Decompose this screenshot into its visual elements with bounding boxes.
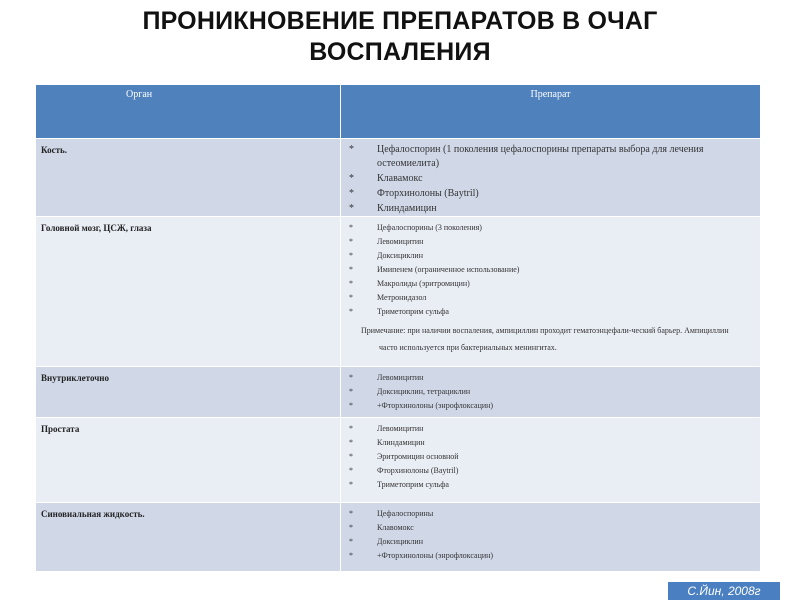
drug-cell	[341, 367, 761, 418]
list-item: * Имипенем (ограниченное использование)	[349, 265, 520, 274]
list-item: * Клавомокс	[349, 523, 414, 532]
list-item: * Цефалоспорины	[349, 509, 434, 518]
table-header-row	[36, 85, 761, 139]
author-badge: С.Йин, 2008г	[668, 582, 780, 600]
drug-cell	[341, 217, 761, 367]
note-text	[345, 319, 752, 356]
list-item: * Клавамокс	[349, 173, 423, 184]
table-row	[36, 217, 761, 367]
table-row	[36, 139, 761, 217]
note-line-2: часто используется при бактериальных менингитах.	[379, 343, 557, 352]
table-row	[36, 503, 761, 572]
list-item: * Доксициклин	[349, 537, 423, 546]
drug-cell	[341, 139, 761, 217]
organ-cell: Внутриклеточно	[36, 367, 341, 418]
drug-list	[345, 221, 752, 319]
drug-list	[345, 143, 752, 216]
list-item: * Левомицитин	[349, 424, 424, 433]
list-item: * Доксициклин, тетрациклин	[349, 387, 471, 396]
drug-list	[345, 371, 752, 413]
table-row	[36, 367, 761, 418]
list-item: * Цефалоспорины (3 поколения)	[349, 223, 482, 232]
list-item: * Клиндамицин	[349, 438, 425, 447]
list-item: * Макролиды (эритромицин)	[349, 279, 470, 288]
organ-cell: Простата	[36, 418, 341, 503]
list-item: * Фторхинолоны (Baytril)	[349, 466, 459, 475]
list-item: * Фторхинолоны (Baytril)	[349, 188, 479, 199]
list-item: * Метронидазол	[349, 293, 427, 302]
list-item: * Левомицитин	[349, 373, 424, 382]
list-item: * Клиндамицин	[349, 203, 437, 214]
list-item: * Триметоприм сульфа	[349, 307, 449, 316]
title-line-2: ВОСПАЛЕНИЯ	[309, 38, 491, 66]
drug-cell	[341, 503, 761, 572]
table-row	[36, 418, 761, 503]
list-item: * Левомицитин	[349, 237, 424, 246]
organ-cell: Головной мозг, ЦСЖ, глаза	[36, 217, 341, 367]
title-line-1: ПРОНИКНОВЕНИЕ ПРЕПАРАТОВ В ОЧАГ	[142, 7, 658, 35]
list-item: * Эритромицин основной	[349, 452, 459, 461]
drug-list	[345, 422, 752, 492]
organ-cell: Синовиальная жидкость.	[36, 503, 341, 572]
list-item: * +Фторхинолоны (энрофлоксацин)	[349, 401, 494, 410]
note-line-1: Примечание: при наличии воспаления, ампициллин проходит гематоэнцефали-ческий барьер. Ампициллин	[361, 326, 729, 335]
drug-list	[345, 507, 752, 563]
drug-penetration-table	[35, 84, 761, 572]
list-item: * Цефалоспорин (1 поколения цефалоспорины препараты выбора для лечения остеомиелита)	[349, 144, 704, 169]
organ-cell: Кость.	[36, 139, 341, 217]
list-item: * Доксициклин	[349, 251, 423, 260]
header-organ: Орган	[36, 85, 341, 139]
list-item: * +Фторхинолоны (энрофлоксацин)	[349, 551, 494, 560]
list-item: * Триметоприм сульфа	[349, 480, 449, 489]
header-drug: Препарат	[341, 85, 761, 139]
drug-cell	[341, 418, 761, 503]
page-title	[0, 6, 800, 68]
